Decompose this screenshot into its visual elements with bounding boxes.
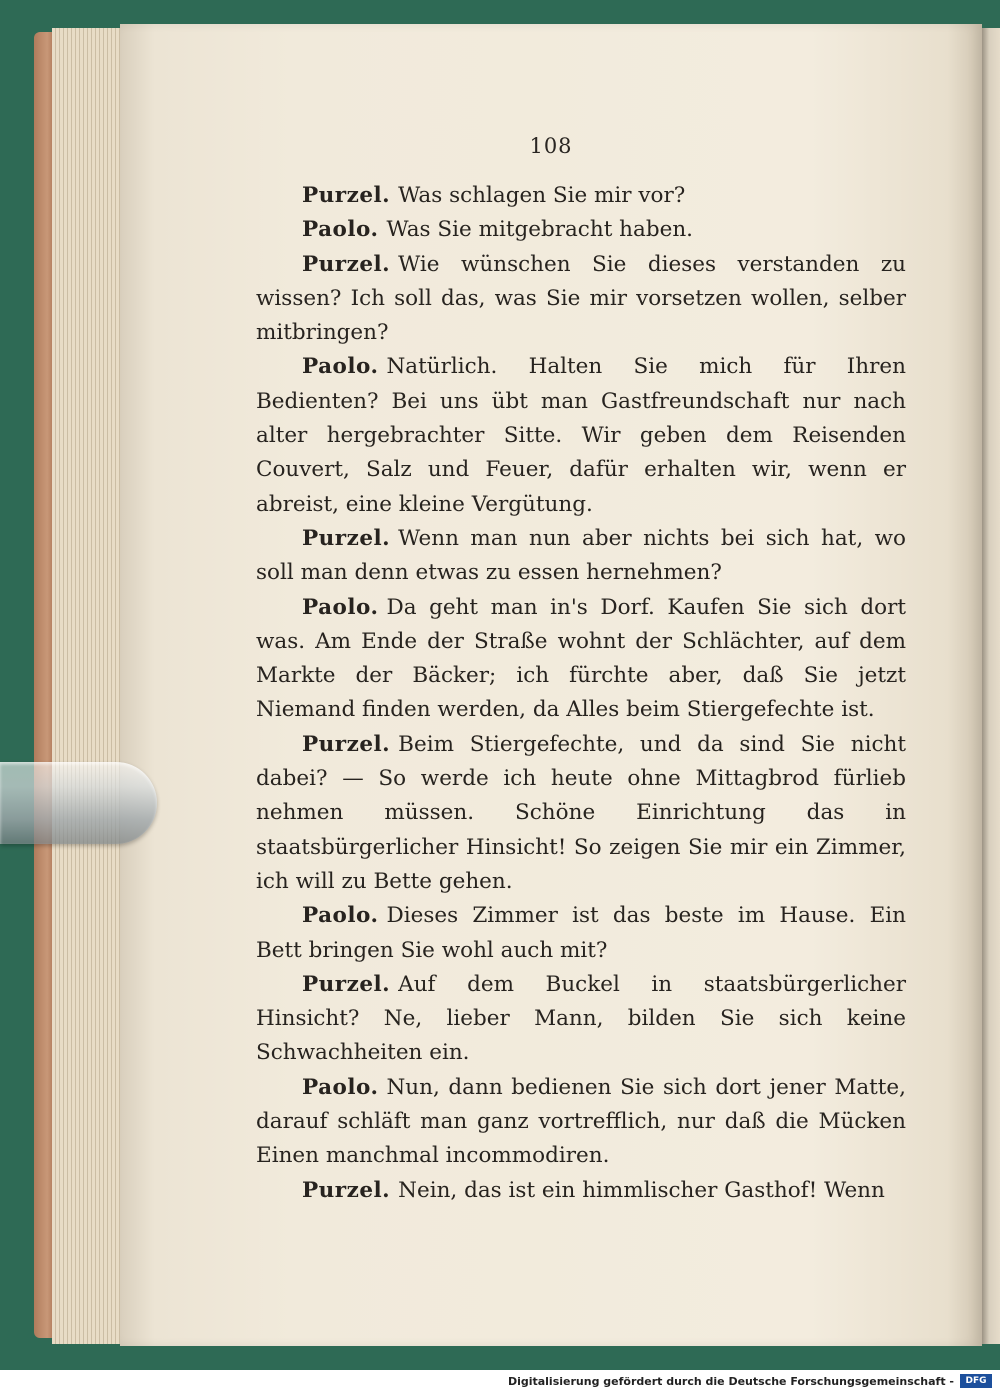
dialogue-line: Dieses Zimmer ist das beste im Hause. Ein Bett bringen Sie wohl auch mit?	[256, 903, 906, 963]
dialogue-paragraph	[256, 591, 906, 728]
speaker-name: Purzel.	[302, 731, 391, 757]
open-book	[34, 24, 1000, 1350]
speaker-name: Paolo.	[302, 217, 379, 243]
speaker-name: Paolo.	[302, 903, 379, 929]
dialogue-line: Was Sie mitgebracht haben.	[386, 217, 694, 243]
speaker-name: Purzel.	[302, 525, 391, 551]
dialogue-line: Da geht man in's Dorf. Kaufen Sie sich dort was. Am Ende der Straße wohnt der Schlächter, auf dem Markte der Bäcker; ich fürchte aber, daß Sie jetzt Niemand finden werden, da Alles beim Stiergefechte ist.	[256, 594, 906, 723]
dfg-logo-icon: DFG	[960, 1374, 992, 1388]
speaker-name: Paolo.	[302, 354, 379, 380]
dialogue-line: Nein, das ist ein himmlischer Gasthof! Wenn	[398, 1177, 885, 1203]
dialogue-line: Wenn man nun aber nichts bei sich hat, wo soll man denn etwas zu essen hernehmen?	[256, 525, 906, 586]
speaker-name: Paolo.	[302, 594, 379, 620]
dialogue-paragraph	[256, 1071, 906, 1174]
funding-notice: Digitalisierung gefördert durch die Deutsche Forschungsgemeinschaft -	[507, 1375, 954, 1388]
facing-page-edge	[982, 28, 1000, 1344]
dialogue-paragraph	[256, 968, 906, 1071]
dialogue-paragraph	[256, 522, 906, 591]
dialogue-line: Auf dem Buckel in staatsbürgerlicher Hinsicht? Ne, lieber Mann, bilden Sie sich keine Schwachheiten ein.	[256, 971, 906, 1066]
speaker-name: Purzel.	[302, 971, 391, 997]
page-stack-edge	[52, 28, 128, 1344]
dialogue-line: Was schlagen Sie mir vor?	[398, 183, 686, 208]
dialogue-line: Wie wünschen Sie dieses verstanden zu wissen? Ich soll das, was Sie mir vorsetzen wollen, selber mitbringen?	[256, 251, 906, 346]
dialogue-line: Beim Stiergefechte, und da sind Sie nicht dabei? — So werde ich heute ohne Mittagbrod fürlieb nehmen müssen. Schöne Einrichtung das in staatsbürgerlicher Hinsicht! So zeigen Sie mir ein Zimmer, ich will zu Bette gehen.	[256, 731, 906, 894]
book-page	[120, 24, 982, 1346]
speaker-name: Purzel.	[302, 251, 391, 277]
dialogue-paragraph	[256, 213, 906, 247]
speaker-name: Purzel.	[302, 1177, 391, 1203]
dialogue-line: Nun, dann bedienen Sie sich dort jener Matte, darauf schläft man ganz vortrefflich, nur daß die Mücken Einen manchmal incommodiren.	[256, 1074, 906, 1169]
page-number: 108	[529, 134, 573, 158]
dialogue-paragraph	[256, 179, 906, 213]
page-holder-clip	[0, 762, 157, 844]
dialogue-paragraph	[256, 350, 906, 521]
dialogue-paragraph	[256, 899, 906, 968]
speaker-name: Paolo.	[302, 1074, 379, 1100]
footer-bar	[0, 1370, 1000, 1393]
dialogue-paragraph	[256, 728, 906, 899]
speaker-name: Purzel.	[302, 183, 391, 208]
dialogue-line: Natürlich. Halten Sie mich für Ihren Bedienten? Bei uns übt man Gastfreundschaft nur nach alter hergebrachter Sitte. Wir geben dem Reisenden Couvert, Salz und Feuer, dafür erhalten wir, wenn er abreist, eine kleine Vergütung.	[256, 354, 906, 517]
dialogue-paragraph	[256, 1174, 906, 1208]
dialogue-text	[256, 179, 906, 1208]
dialogue-paragraph	[256, 248, 906, 351]
